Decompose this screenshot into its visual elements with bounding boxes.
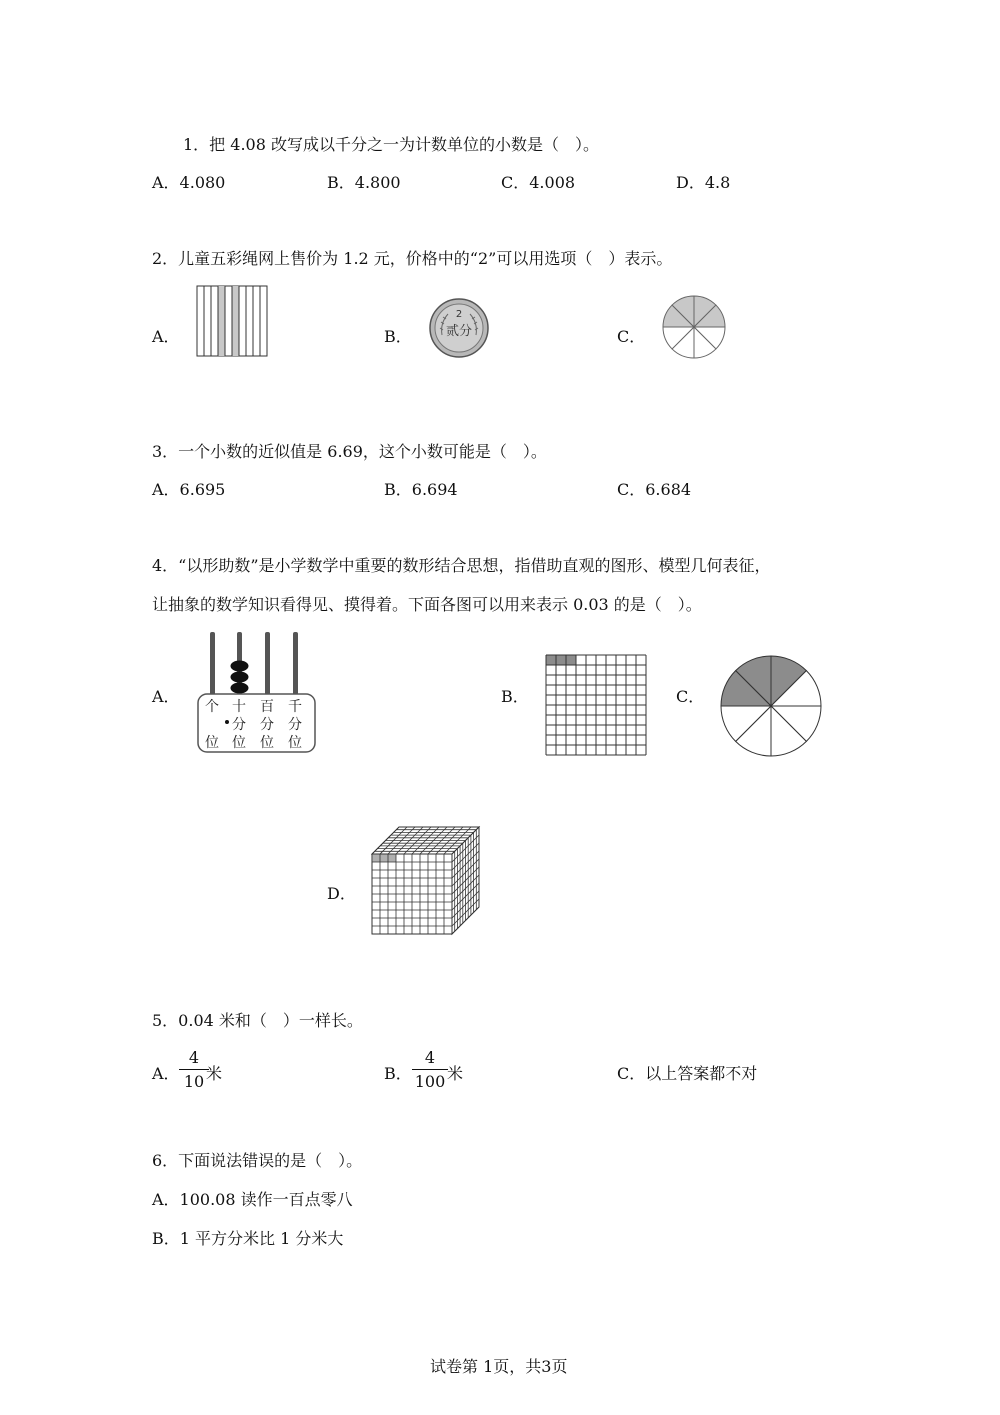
q2-strip-shaded-1 xyxy=(218,286,225,356)
abacus-label-tenths-3: 位 xyxy=(232,735,246,751)
q1-option-c: C．4.008 xyxy=(501,173,576,192)
q2-stem: 2．儿童五彩绳网上售价为 1.2 元，价格中的“2”可以用选项（ ）表示。 xyxy=(152,249,673,268)
q1-option-d: D．4.8 xyxy=(676,173,731,192)
q2-option-a: A． xyxy=(152,327,180,346)
coin-word: 贰分 xyxy=(445,324,473,339)
q2-strip-shaded-2 xyxy=(232,286,239,356)
q5-b-denominator: 100 xyxy=(414,1072,446,1091)
thousand-cube-diagram xyxy=(371,826,483,938)
q6-stem: 6．下面说法错误的是（ ）。 xyxy=(152,1151,363,1170)
q6-option-a: A．100.08 读作一百点零八 xyxy=(152,1190,353,1209)
q2-circle-diagram xyxy=(661,294,727,360)
q4-circle-diagram xyxy=(719,654,823,758)
coin-value: 2 xyxy=(455,309,463,320)
q3-option-c: C．6.684 xyxy=(617,480,692,499)
q2-strip-diagram xyxy=(196,285,268,357)
abacus-label-hundredths-1: 百 xyxy=(260,699,274,715)
q2-option-b: B． xyxy=(384,327,412,346)
q5-a-fraction xyxy=(179,1049,209,1091)
abacus-label-ones-1: 个 xyxy=(205,699,219,715)
q3-stem: 3．一个小数的近似值是 6.69，这个小数可能是（ ）。 xyxy=(152,442,547,461)
abacus-label-thousandths-2: 分 xyxy=(288,717,302,733)
page-footer: 试卷第 1页，共3页 xyxy=(430,1357,568,1376)
q5-a-numerator: 4 xyxy=(188,1048,200,1067)
coin-icon xyxy=(428,297,490,359)
q1-option-a: A．4.080 xyxy=(152,173,226,192)
q1-option-b: B．4.800 xyxy=(327,173,401,192)
abacus-label-hundredths-2: 分 xyxy=(260,717,274,733)
q5-b-unit: 米 xyxy=(447,1064,464,1083)
q4-stem-line1: 4．“以形助数”是小学数学中重要的数形结合思想，指借助直观的图形、模型几何表征， xyxy=(152,556,771,575)
abacus-label-tenths-2: 分 xyxy=(232,717,246,733)
q4-option-a: A． xyxy=(152,687,180,706)
abacus-label-tenths-1: 十 xyxy=(232,699,246,715)
hundred-grid-diagram xyxy=(545,654,649,756)
abacus-label-ones-2: 位 xyxy=(205,735,219,751)
abacus-label-hundredths-3: 位 xyxy=(260,735,274,751)
q3-option-a: A．6.695 xyxy=(152,480,226,499)
q4-stem-line2: 让抽象的数学知识看得见、摸得着。下面各图可以用来表示 0.03 的是（ ）。 xyxy=(152,595,702,614)
q5-a-denominator: 10 xyxy=(183,1072,205,1091)
abacus-label-thousandths-3: 位 xyxy=(288,735,302,751)
abacus-diagram xyxy=(195,628,319,756)
q4-option-d: D． xyxy=(327,884,356,903)
q5-b-fraction xyxy=(412,1049,448,1091)
abacus-label-thousandths-1: 千 xyxy=(288,699,302,715)
q5-option-c: C．以上答案都不对 xyxy=(617,1064,758,1083)
q5-b-numerator: 4 xyxy=(424,1048,436,1067)
q6-option-b: B．1 平方分米比 1 分米大 xyxy=(152,1229,344,1248)
q5-stem: 5．0.04 米和（ ）一样长。 xyxy=(152,1011,363,1030)
q4-option-c: C． xyxy=(676,687,705,706)
q3-option-b: B．6.694 xyxy=(384,480,458,499)
q5-option-b: B． xyxy=(384,1064,412,1083)
q4-option-b: B． xyxy=(501,687,529,706)
q2-option-c: C． xyxy=(617,327,646,346)
q1-stem: 1．把 4.08 改写成以千分之一为计数单位的小数是（ ）。 xyxy=(183,135,599,154)
q5-option-a: A． xyxy=(152,1064,180,1083)
q5-a-unit: 米 xyxy=(206,1064,223,1083)
